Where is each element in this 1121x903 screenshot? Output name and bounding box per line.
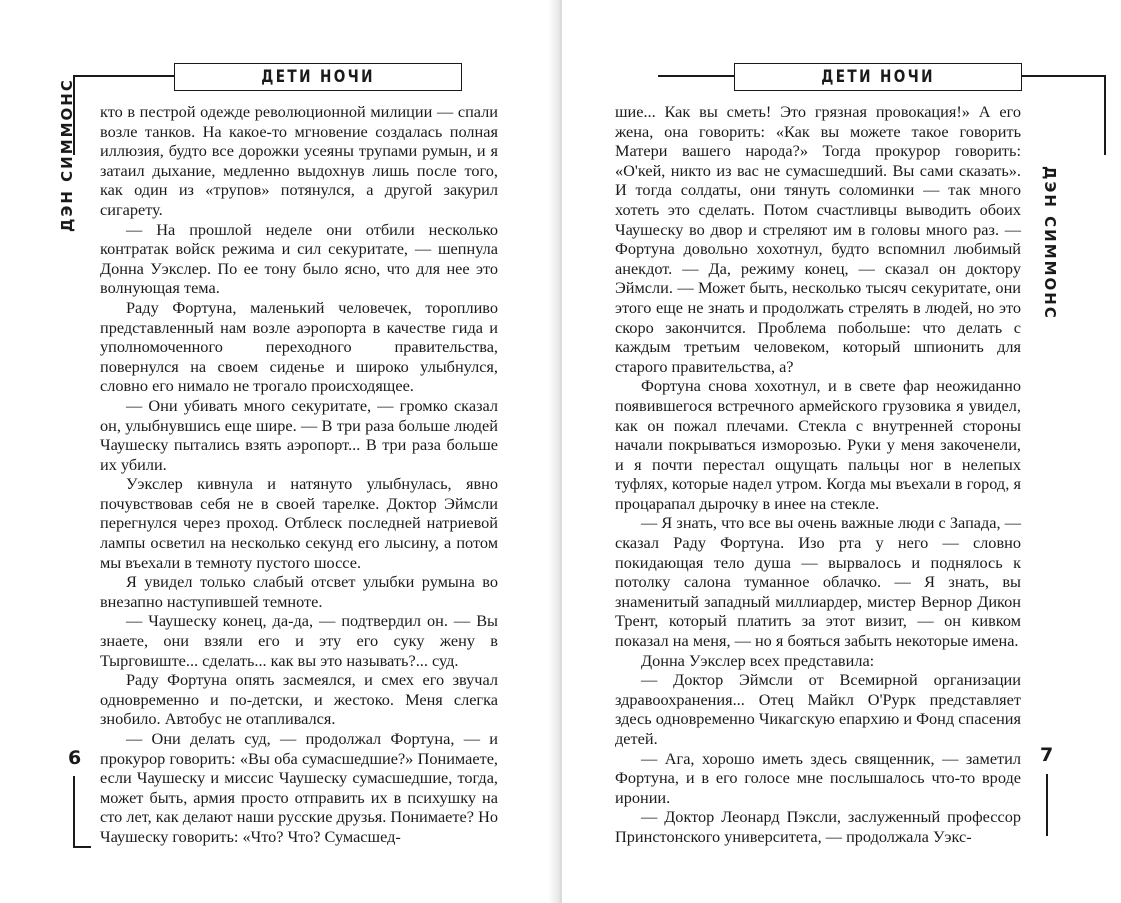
left-page (0, 0, 558, 903)
paragraph: шие... Как вы сметь! Это грязная провокация!» А его жена, она говорить: «Как вы можете такое говорить Матери вашего народа?» Тогда прокурор говорить: «О'кей, никто из вас не сумасшедший. Вы сами сказать». И тогда солдаты, они тянуть соломинки — так много хотеть это сделать. Потом счастливцы выводить обоих Чаушеску во двор и стреляют им в головы много раз. — Фортуна довольно хохотнул, будто вспомнил любимый анекдот. — Да, режиму конец, — сказал он доктору Эймсли. — Может быть, несколько тысяч секуритате, они этого еще не знать и продолжать стрелять в людей, но это скоро закончится. Проблема побольше: что делать с каждым третьим человеком, который шпионить для старого правительства, а? (615, 102, 1021, 376)
paragraph: — Чаушеску конец, да-да, — подтвердил он. — Вы знаете, они взяли его и эту его суку жену в Тырговиште... сделать... как вы это называть?... суд. (100, 611, 498, 670)
running-head (734, 63, 1022, 91)
author-side-label: ДЭН СИММОНС (58, 78, 76, 232)
margin-rule-bottom-left (73, 776, 75, 848)
running-head-text: ДЕТИ НОЧИ (821, 67, 935, 87)
header-rule-right (1020, 75, 1106, 77)
paragraph: — Они убивать много секуритате, — громко сказал он, улыбнувшись еще шире. — В три раза больше людей Чаушеску пытались взять аэропорт... В три раза больше их убили. (100, 395, 498, 474)
margin-rule-bottom-right (1046, 774, 1048, 836)
page-number: 7 (1040, 744, 1054, 766)
right-page (562, 0, 1121, 903)
paragraph: Раду Фортуна опять засмеялся, и смех его звучал одновременно и по-детски, и жестоко. Меня слегка знобило. Автобус не отапливался. (100, 670, 498, 729)
paragraph: кто в пестрой одежде революционной милиции — спали возле танков. На какое-то мгновение создалась полная иллюзия, будто все дорожки усеяны трупами румын, и я затаил дыхание, медленно выдохнув лишь после того, как один из «трупов» потянулся, а другой закурил сигарету. (100, 102, 498, 219)
author-side-label: ДЭН СИММОНС (1041, 166, 1059, 320)
header-rule-left (73, 75, 174, 77)
paragraph: Донна Уэкслер всех представила: (641, 650, 875, 670)
paragraph: — Доктор Эймсли от Всемирной организации здравоохранения... Отец Майкл О'Рурк представляет здесь одновременно Чикагскую епархию и Фонд спасения детей. (615, 670, 1021, 748)
body-text (100, 102, 498, 847)
paragraph: — Я знать, что все вы очень важные люди с Запада, — сказал Раду Фортуна. Изо рта у него — словно покидающая тело душа — вырвалось и поднялось к потолку салона туманное облачко. — Я знать, вы знаменитый западный миллиардер, мистер Вернор Дикон Трент, который платить за этот визит, — он кивком показал на меня, — но я бояться забыть некоторые имена. (615, 513, 1021, 651)
margin-rule-top-right (1104, 75, 1106, 155)
body-text (615, 102, 1021, 847)
paragraph: — Доктор Леонард Пэксли, заслуженный профессор Принстонского университета, — продолжала Уэкс- (615, 807, 1021, 846)
page-number: 6 (68, 747, 82, 769)
paragraph: — Они делать суд, — продолжал Фортуна, — и прокурор говорить: «Вы оба сумасшедшие?» Понимаете, если Чаушеску и миссис Чаушеску сумасшедшие, тогда, может быть, армия просто отправить их в психушку на сто лет, как делают наши русские друзья. Понимаете? Но Чаушеску говорить: «Что? Что? Сумасшед- (100, 729, 498, 846)
header-rule-right-lead (658, 75, 734, 77)
footer-rule-left (73, 846, 91, 848)
running-head-text: ДЕТИ НОЧИ (261, 67, 375, 87)
paragraph: — Ага, хорошо иметь здесь священник, — заметил Фортуна, и в его голосе мне послышалось что-то вроде иронии. (615, 748, 1021, 807)
paragraph: Я увидел только слабый отсвет улыбки румына во внезапно наступившей темноте. (100, 572, 498, 611)
paragraph: Уэкслер кивнула и натянуто улыбнулась, явно почувствовав себя не в своей тарелке. Доктор Эймсли перегнулся через проход. Отблеск последней натриевой лампы осветил на несколько секунд его лысину, а потом мы въехали в темноту пустого шоссе. (100, 474, 498, 572)
paragraph: Фортуна снова хохотнул, и в свете фар неожиданно появившегося встречного армейского грузовика я увидел, как он пожал плечами. Стекла с внутренней стороны начали покрываться изморозью. Руки у меня закоченели, и я почти перестал ощущать пальцы ног в нелепых туфлях, которые надел утром. Когда мы въехали в город, я процарапал дырочку в инее на стекле. (615, 376, 1021, 513)
paragraph: — На прошлой неделе они отбили несколько контратак войск режима и сил секуритате, — шепнула Донна Уэкслер. По ее тону было ясно, что для нее это волнующая тема. (100, 219, 498, 298)
paragraph: Раду Фортуна, маленький человечек, торопливо представленный нам возле аэропорта в качестве гида и уполномоченного переходного правительства, повернулся на своем сиденье и широко улыбнулся, словно его нимало не трогало происходящее. (100, 297, 498, 396)
running-head (174, 63, 462, 91)
